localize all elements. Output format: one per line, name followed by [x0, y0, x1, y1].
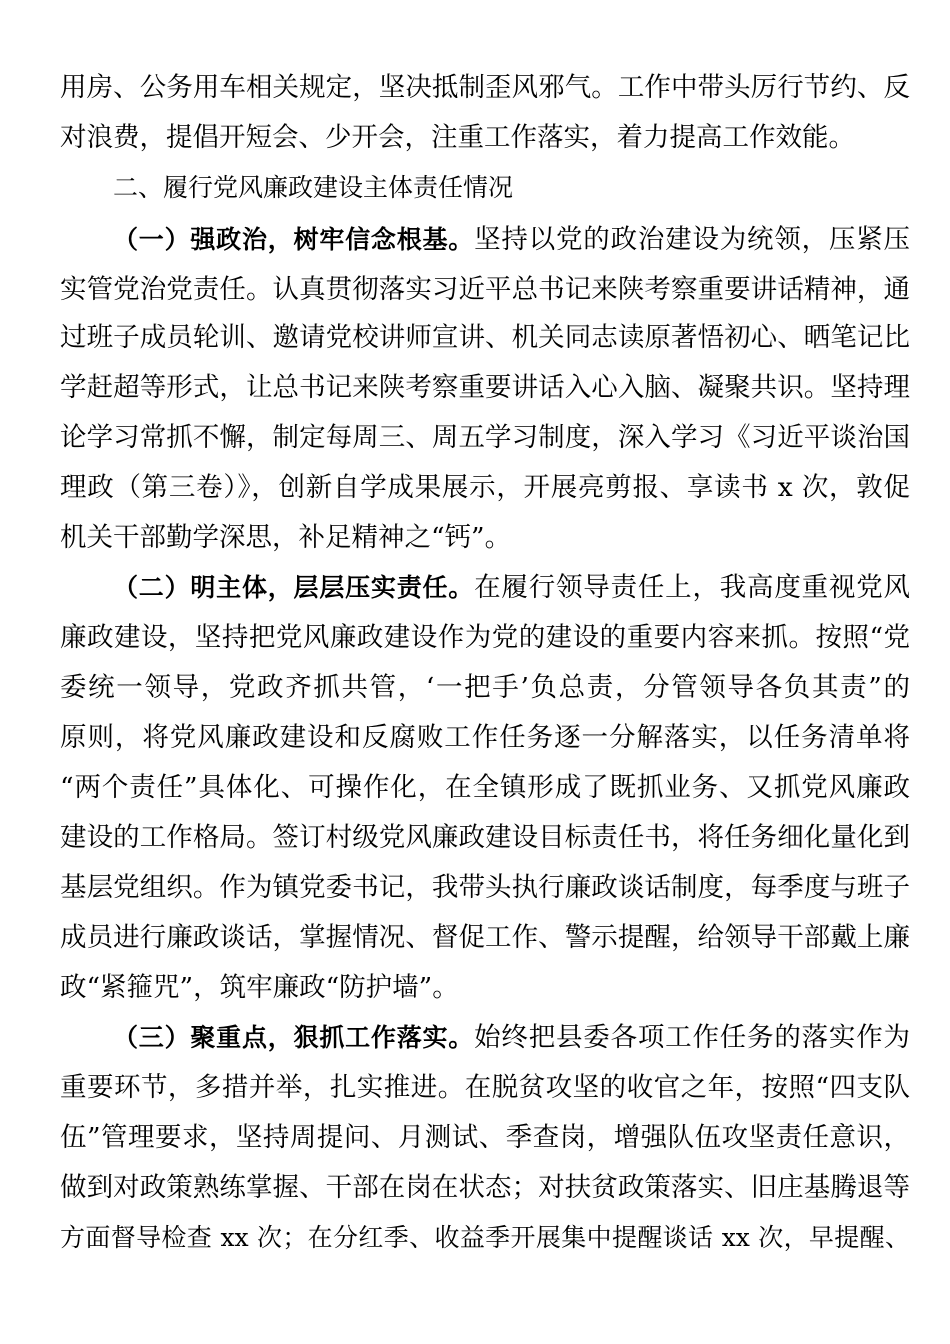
paragraph-line: 伍”管理要求，坚持周提问、月测试、季查岗，增强队伍攻坚责任意识， [60, 1122, 910, 1153]
paragraph-line: 廉政建设，坚持把党风廉政建设作为党的建设的重要内容来抓。按照“党 [60, 622, 910, 653]
paragraph-line: 政“紧箍咒”，筑牢廉政“防护墙”。 [60, 972, 459, 1003]
section-heading: 二、履行党风廉政建设主体责任情况 [113, 173, 514, 202]
paragraph-line: 论学习常抓不懈，制定每周三、周五学习制度，深入学习《习近平谈治国 [60, 422, 910, 453]
subsection-heading: （三）聚重点，狠抓工作落实。 [113, 1023, 475, 1052]
paragraph-line: 实管党治党责任。认真贯彻落实习近平总书记来陕考察重要讲话精神，通 [60, 274, 910, 305]
paragraph-text: 始终把县委各项工作任务的落实作为 [474, 1022, 910, 1053]
paragraph-line [113, 1018, 910, 1058]
paragraph-line: 对浪费，提倡开短会、少开会，注重工作落实，着力提高工作效能。 [60, 122, 855, 153]
paragraph-line: 学赶超等形式，让总书记来陕考察重要讲话入心入脑、凝聚共识。坚持理 [60, 372, 910, 403]
paragraph-line: 成员进行廉政谈话，掌握情况、督促工作、警示提醒，给领导干部戴上廉 [60, 922, 910, 953]
paragraph-text: 坚持以党的政治建设为统领，压紧压 [474, 224, 910, 255]
paragraph-text: 在履行领导责任上，我高度重视党风 [474, 572, 910, 603]
subsection-heading: （一）强政治，树牢信念根基。 [113, 225, 475, 254]
paragraph-line: 理政（第三卷）》，创新自学成果展示，开展亮剪报、享读书 x 次，敦促 [60, 472, 910, 503]
paragraph-line: 建设的工作格局。签订村级党风廉政建设目标责任书，将任务细化量化到 [60, 822, 910, 853]
subsection-heading: （二）明主体，层层压实责任。 [113, 573, 475, 602]
paragraph-line: 做到对政策熟练掌握、干部在岗在状态；对扶贫政策落实、旧庄基腾退等 [60, 1172, 910, 1203]
paragraph-line [113, 220, 910, 260]
paragraph-line: 原则，将党风廉政建设和反腐败工作任务逐一分解落实，以任务清单将 [60, 722, 910, 753]
paragraph-line [113, 568, 910, 608]
paragraph-line: 基层党组织。作为镇党委书记，我带头执行廉政谈话制度，每季度与班子 [60, 872, 910, 903]
paragraph-line: 方面督导检查 xx 次；在分红季、收益季开展集中提醒谈话 xx 次，早提醒、 [60, 1223, 910, 1252]
paragraph-line: 委统一领导，党政齐抓共管，‘一把手’负总责，分管领导各负其责”的 [60, 672, 910, 703]
paragraph-line: 重要环节，多措并举，扎实推进。在脱贫攻坚的收官之年，按照“四支队 [60, 1072, 910, 1103]
paragraph-line: 用房、公务用车相关规定，坚决抵制歪风邪气。工作中带头厉行节约、反 [60, 72, 910, 103]
paragraph-line: 机关干部勤学深思，补足精神之“钙”。 [60, 522, 512, 553]
paragraph-line: “两个责任”具体化、可操作化，在全镇形成了既抓业务、又抓党风廉政 [60, 772, 910, 803]
paragraph-line: 过班子成员轮训、邀请党校讲师宣讲、机关同志读原著悟初心、晒笔记比 [60, 322, 910, 353]
